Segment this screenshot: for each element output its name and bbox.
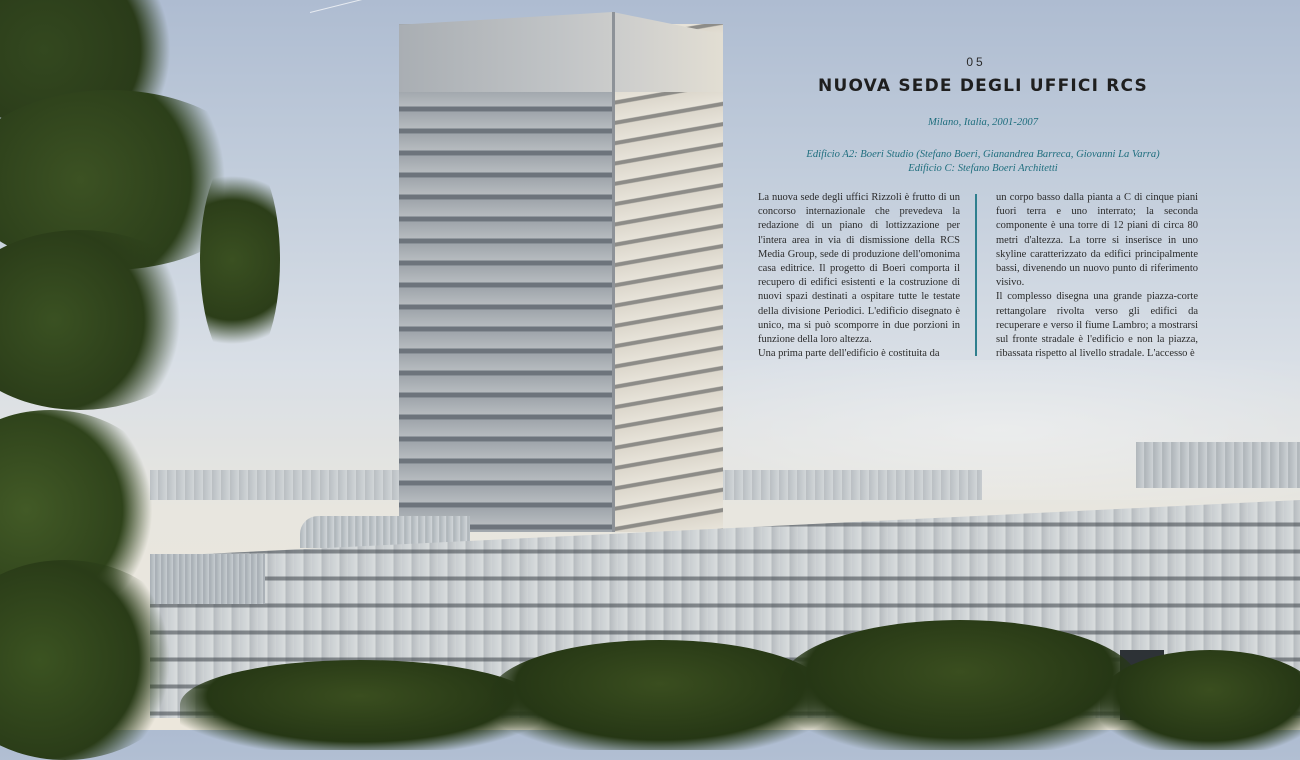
roof-terrace-left bbox=[150, 554, 265, 604]
roof-pavilion-right bbox=[1136, 442, 1300, 488]
text-column-right bbox=[996, 191, 1198, 361]
contrail bbox=[310, 0, 398, 13]
tree-foliage bbox=[200, 150, 280, 370]
tower-facade-left bbox=[399, 24, 614, 532]
shrubs bbox=[490, 640, 830, 750]
shrubs bbox=[1100, 650, 1300, 750]
project-credits-line: Edificio A2: Boeri Studio (Stefano Boeri, Gianandrea Barreca, Giovanni La Varra) bbox=[806, 149, 1160, 160]
tower bbox=[399, 12, 723, 532]
tower-corner bbox=[612, 12, 615, 532]
paragraph: un corpo basso dalla pianta a C di cinque piani fuori terra e uno interrato; la seconda componente è una torre di 12 piani di circa 80 metri d'altezza. La torre si inserisce in uno skyline caratterizzato da edifici principalmente bassi, divenendo un nuovo punto di riferimento visivo. bbox=[996, 192, 1198, 289]
project-location: Milano, Italia, 2001-2007 bbox=[927, 117, 1039, 128]
page-title: NUOVA SEDE DEGLI UFFICI RCS bbox=[818, 76, 1148, 96]
tower-facade-right bbox=[614, 24, 723, 532]
shrubs bbox=[780, 620, 1140, 750]
column-divider bbox=[975, 194, 977, 356]
paragraph: La nuova sede degli uffici Rizzoli è frutto di un concorso internazionale che prevedeva la redazione di un piano di lottizzazione per l'intera area in via di dismissione della RCS Media Group, sede di produzione dell'omonima casa editrice. Il progetto di Boeri comporta il recupero di edifici esistenti e la costruzione di nuovi spazi destinati a ospitare tutte le testate della divisione Periodici. L'edificio disegnato è unico, ma si può scomporre in due porzioni in funzione della loro altezza. bbox=[758, 192, 960, 346]
paragraph: Il complesso disegna una grande piazza-corte rettangolare rivolta verso gli edifici da recuperare e verso il fiume Lambro; a mostrarsi sul fronte stradale è l'edificio e non la piazza, ribassata rispetto al livello stradale. L'accesso è bbox=[996, 291, 1198, 360]
paragraph: Una prima parte dell'edificio è costituita da bbox=[758, 348, 940, 360]
shrubs bbox=[180, 660, 540, 750]
section-number: 05 bbox=[966, 55, 986, 69]
project-credits-line: Edificio C: Stefano Boeri Architetti bbox=[908, 163, 1058, 174]
text-column-left bbox=[758, 191, 960, 361]
